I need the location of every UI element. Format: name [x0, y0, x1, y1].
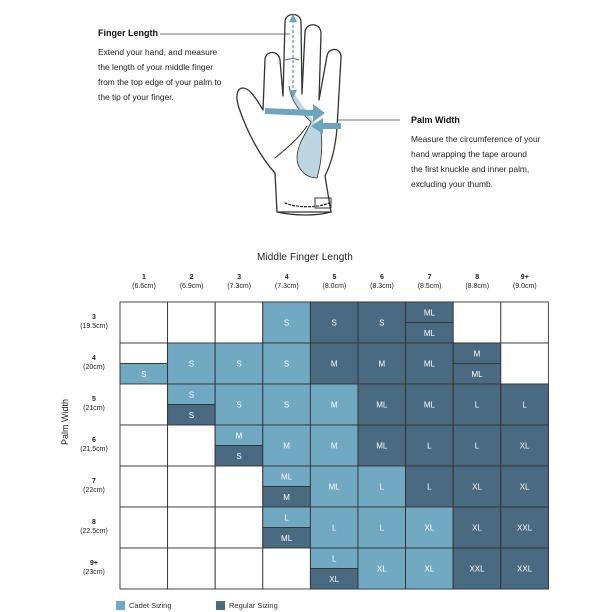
size-cell [215, 343, 263, 384]
column-number: 6 [380, 274, 384, 281]
size-label: M [330, 359, 338, 369]
size-cell [501, 507, 549, 548]
size-label: M [235, 431, 243, 441]
size-label: L [474, 441, 480, 451]
size-cell [263, 466, 311, 507]
finger-length-title: Finger Length [98, 28, 158, 38]
column-cm: (9.0cm) [512, 283, 537, 290]
size-label: S [379, 318, 385, 328]
size-label: S [236, 359, 242, 369]
column-cm: (8.3cm) [370, 283, 394, 290]
size-cell [310, 466, 358, 507]
cell-background [215, 507, 263, 548]
palm-line-3: the first knuckle and inner palm, [411, 164, 530, 174]
size-cell [453, 425, 501, 466]
cell-background [120, 548, 168, 589]
size-cell [263, 384, 311, 425]
cell-background [453, 302, 501, 343]
size-label: S [188, 410, 195, 420]
column-cm: (8.0cm) [322, 283, 347, 290]
cell-background [120, 384, 168, 425]
size-cell [406, 425, 454, 466]
palm-width-title: Palm Width [411, 115, 460, 125]
size-cell [310, 302, 358, 343]
cell-background [168, 425, 216, 466]
size-label: S [283, 400, 290, 410]
size-label: ML [281, 533, 293, 543]
size-label: S [188, 390, 195, 400]
size-label: ML [423, 328, 435, 338]
size-cell [453, 466, 501, 507]
size-label: S [188, 359, 195, 369]
size-cell [310, 507, 358, 548]
cell-background [263, 548, 311, 589]
size-label: S [283, 318, 290, 328]
size-cell [406, 343, 454, 384]
cell-background [120, 425, 168, 466]
size-cell [453, 384, 501, 425]
cell-background [501, 302, 549, 343]
finger-line-4: the tip of your finger. [98, 92, 174, 102]
size-cell [168, 507, 216, 548]
size-label: L [427, 441, 432, 451]
row-cm: (23cm) [83, 569, 105, 576]
size-cell [120, 466, 168, 507]
size-cell [120, 425, 168, 466]
cell-background [215, 302, 263, 343]
size-label: XL [329, 574, 340, 584]
size-label: M [330, 400, 338, 410]
finger-line-3: from the top edge of your palm to [98, 77, 222, 87]
cell-background [120, 302, 168, 343]
size-cell [120, 302, 168, 343]
size-cell [310, 425, 358, 466]
size-cell [215, 466, 263, 507]
size-cell [501, 302, 549, 343]
size-label: L [379, 482, 385, 492]
size-cell [168, 466, 216, 507]
row-number: 9+ [90, 560, 98, 567]
chart-title: Middle Finger Length [257, 252, 353, 263]
size-cell [263, 548, 311, 589]
empty-block [120, 343, 168, 364]
size-cell [310, 384, 358, 425]
size-cell [215, 384, 263, 425]
column-cm: (7.3cm) [274, 283, 299, 290]
size-label: XL [376, 564, 387, 574]
finger-line-1: Extend your hand, and measure [98, 47, 218, 57]
cell-background [120, 507, 168, 548]
palm-line-1: Measure the circumference of your [411, 134, 541, 144]
cell-background [168, 548, 216, 589]
cell-background [215, 466, 263, 507]
size-cell [120, 384, 168, 425]
size-cell [358, 302, 406, 343]
size-label: ML [471, 369, 483, 379]
size-label: S [141, 369, 147, 379]
size-cell [120, 343, 168, 384]
size-label: L [331, 554, 337, 564]
size-label: L [474, 400, 480, 410]
finger-line-2: the length of your middle finger [98, 62, 213, 72]
size-cell [168, 343, 216, 384]
row-number: 5 [92, 396, 96, 403]
size-cell [453, 343, 501, 384]
size-cell [168, 302, 216, 343]
y-axis-label: Palm Width [60, 399, 70, 446]
size-label: ML [423, 400, 435, 410]
size-cell [358, 466, 406, 507]
column-cm: (6.6cm) [132, 283, 156, 290]
size-label: XL [519, 441, 530, 451]
size-cell [406, 548, 454, 589]
row-number: 7 [92, 478, 96, 485]
cell-background [120, 466, 168, 507]
column-number: 8 [475, 274, 480, 281]
size-label: XL [519, 482, 530, 492]
column-number: 5 [332, 274, 337, 281]
cell-background [168, 302, 216, 343]
size-label: M [473, 349, 481, 359]
column-number: 2 [189, 274, 194, 281]
size-cell [120, 507, 168, 548]
row-cm: (22cm) [83, 487, 105, 494]
column-number: 9+ [520, 274, 529, 281]
size-cell [501, 548, 549, 589]
size-label: ML [328, 482, 340, 492]
row-number: 4 [92, 355, 96, 362]
size-cell [406, 466, 454, 507]
legend-cadet-swatch [116, 601, 125, 610]
size-label: S [236, 451, 242, 461]
size-label: ML [423, 359, 435, 369]
size-cell [263, 425, 311, 466]
size-cell [215, 425, 263, 466]
size-label: ML [281, 472, 293, 482]
size-label: M [378, 359, 386, 369]
size-label: L [284, 513, 289, 523]
row-number: 8 [92, 519, 96, 526]
size-label: S [283, 359, 290, 369]
size-cell [358, 425, 406, 466]
size-cell [358, 343, 406, 384]
column-cm: (8.8cm) [465, 283, 490, 290]
cell-background [168, 466, 216, 507]
column-number: 3 [237, 274, 242, 281]
size-label: M [283, 441, 290, 451]
size-label: L [427, 482, 432, 492]
size-cell [406, 384, 454, 425]
size-cell [168, 384, 216, 425]
size-label: ML [423, 308, 435, 318]
size-label: S [331, 318, 337, 328]
row-cm: (19.5cm) [80, 323, 108, 330]
size-cell [263, 507, 311, 548]
size-cell [263, 302, 311, 343]
column-cm: (7.3cm) [227, 283, 252, 290]
cell-background [215, 548, 263, 589]
size-cell [215, 548, 263, 589]
size-cell [310, 343, 358, 384]
legend-regular-label: Regular Sizing [229, 601, 278, 610]
size-label: L [379, 523, 385, 533]
size-label: XL [472, 523, 482, 533]
row-cm: (21.5cm) [80, 446, 108, 453]
palm-line-2: hand wrapping the tape around [411, 149, 527, 159]
size-label: L [331, 523, 337, 533]
column-cm: (8.5cm) [417, 283, 442, 290]
size-cell [263, 343, 311, 384]
size-cell [501, 425, 549, 466]
size-label: XL [424, 523, 435, 533]
size-cell [453, 548, 501, 589]
size-cell [215, 302, 263, 343]
column-cm: (6.9cm) [179, 283, 204, 290]
size-cell [168, 548, 216, 589]
size-cell [358, 507, 406, 548]
cell-background [501, 343, 549, 384]
size-label: ML [376, 441, 388, 451]
size-cell [501, 466, 549, 507]
size-cell [358, 384, 406, 425]
size-cell [453, 507, 501, 548]
size-label: L [522, 400, 527, 410]
row-cm: (22.5cm) [80, 528, 108, 535]
size-cell [358, 548, 406, 589]
row-cm: (21cm) [83, 405, 105, 412]
size-label: XL [424, 564, 435, 574]
column-number: 1 [142, 274, 146, 281]
size-cell [120, 548, 168, 589]
size-label: XXL [517, 564, 533, 574]
size-label: M [283, 492, 290, 502]
size-cell [501, 384, 549, 425]
size-cell [453, 302, 501, 343]
size-cell [310, 548, 358, 589]
row-number: 3 [92, 314, 96, 321]
row-number: 6 [92, 437, 96, 444]
size-label: M [330, 441, 338, 451]
row-cm: (20cm) [83, 364, 105, 371]
column-number: 4 [284, 274, 289, 281]
cell-background [168, 507, 216, 548]
size-label: S [236, 400, 242, 410]
size-cell [406, 507, 454, 548]
size-label: XXL [469, 564, 485, 574]
legend-cadet-label: Cadet Sizing [129, 601, 172, 610]
palm-line-4: excluding your thumb. [411, 179, 493, 189]
size-label: ML [376, 400, 388, 410]
legend-regular-swatch [216, 601, 225, 610]
size-cell [215, 507, 263, 548]
size-cell [406, 302, 454, 343]
size-label: XXL [517, 523, 533, 533]
column-number: 7 [427, 274, 432, 281]
size-cell [501, 343, 549, 384]
size-cell [168, 425, 216, 466]
size-label: XL [472, 482, 482, 492]
